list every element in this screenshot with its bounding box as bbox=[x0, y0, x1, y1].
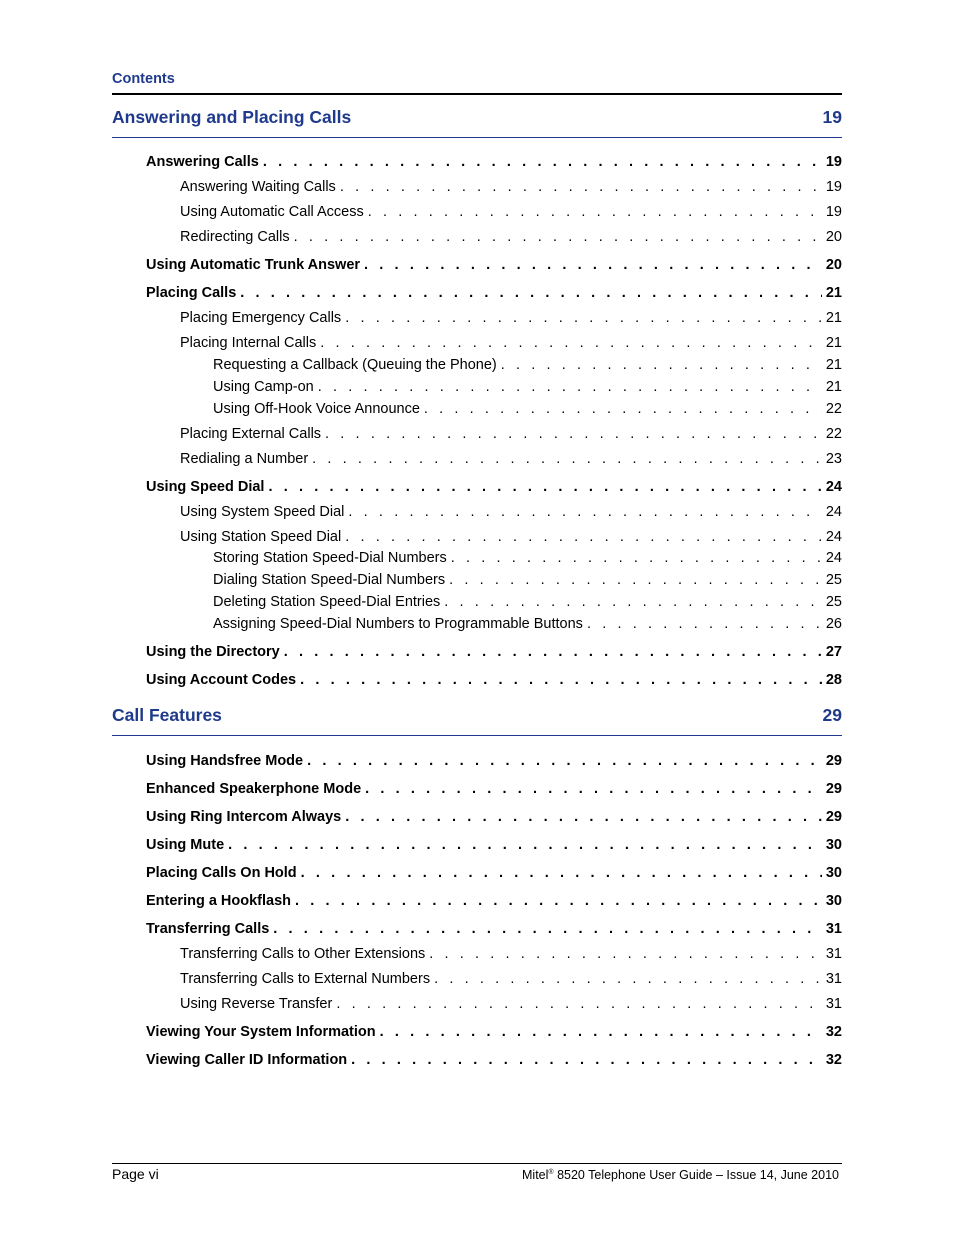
toc-entry-page: 30 bbox=[825, 865, 842, 881]
toc-entry-text: Viewing Your System Information bbox=[146, 1024, 376, 1040]
section-title: Call Features bbox=[112, 705, 222, 725]
toc-entry-page: 29 bbox=[825, 809, 842, 825]
toc-entry-page: 19 bbox=[825, 179, 842, 195]
dot-leader bbox=[444, 593, 822, 611]
toc-entry-page: 21 bbox=[825, 285, 842, 301]
dot-leader bbox=[351, 1051, 822, 1069]
toc-entry[interactable] bbox=[213, 615, 842, 633]
toc-entry-page: 24 bbox=[825, 479, 842, 495]
document-title bbox=[522, 1168, 839, 1182]
toc-entry[interactable] bbox=[180, 425, 842, 443]
toc-entry-text: Enhanced Speakerphone Mode bbox=[146, 781, 362, 797]
section-page: 19 bbox=[822, 107, 842, 127]
dot-leader bbox=[380, 1023, 822, 1041]
toc-entry-page: 21 bbox=[825, 335, 842, 351]
section-heading[interactable] bbox=[112, 705, 842, 725]
toc-entry-page: 22 bbox=[825, 426, 842, 442]
toc-entry-page: 31 bbox=[825, 971, 842, 987]
toc-entry-page: 21 bbox=[825, 357, 842, 373]
toc-entry-text: Using the Directory bbox=[146, 644, 280, 660]
toc-entry-text: Answering Calls bbox=[146, 154, 259, 170]
dot-leader bbox=[325, 425, 822, 443]
toc-entry-text: Redialing a Number bbox=[180, 451, 309, 467]
dot-leader bbox=[263, 153, 822, 171]
dot-leader bbox=[364, 256, 822, 274]
dot-leader bbox=[345, 309, 822, 327]
toc-entry-page: 30 bbox=[825, 893, 842, 909]
toc-entry[interactable] bbox=[180, 970, 842, 988]
dot-leader bbox=[307, 752, 822, 770]
toc-entry-text: Using Ring Intercom Always bbox=[146, 809, 342, 825]
toc-entry-page: 19 bbox=[825, 204, 842, 220]
toc-entry-page: 20 bbox=[825, 257, 842, 273]
toc-entry-page: 26 bbox=[825, 616, 842, 632]
toc-entry-text: Using Handsfree Mode bbox=[146, 753, 304, 769]
toc-entry-page: 27 bbox=[825, 644, 842, 660]
toc-entry-page: 24 bbox=[825, 529, 842, 545]
toc-entry[interactable] bbox=[180, 228, 842, 246]
toc-entry[interactable] bbox=[146, 892, 842, 910]
dot-leader bbox=[424, 400, 822, 418]
toc-entry-text: Transferring Calls to Other Extensions bbox=[180, 946, 426, 962]
toc-entry-page: 31 bbox=[825, 946, 842, 962]
toc-entry[interactable] bbox=[180, 450, 842, 468]
toc-entry-text: Using Automatic Trunk Answer bbox=[146, 257, 361, 273]
dot-leader bbox=[312, 450, 822, 468]
toc-entry-text: Using System Speed Dial bbox=[180, 504, 345, 520]
toc-entry[interactable] bbox=[146, 752, 842, 770]
toc-entry-text: Placing External Calls bbox=[180, 426, 322, 442]
toc-entry-page: 25 bbox=[825, 594, 842, 610]
registered-mark: ® bbox=[548, 1168, 554, 1176]
dot-leader bbox=[365, 780, 822, 798]
toc-entry-text: Using Automatic Call Access bbox=[180, 204, 364, 220]
toc-entry-page: 31 bbox=[825, 921, 842, 937]
dot-leader bbox=[345, 808, 822, 826]
toc-entry-page: 21 bbox=[825, 310, 842, 326]
toc-entry-page: 21 bbox=[825, 379, 842, 395]
dot-leader bbox=[449, 571, 822, 589]
toc-entry[interactable] bbox=[146, 153, 842, 171]
footer-rule bbox=[112, 1163, 842, 1164]
toc-entry-text: Entering a Hookflash bbox=[146, 893, 292, 909]
toc-entry-text: Deleting Station Speed-Dial Entries bbox=[213, 594, 441, 610]
toc-entry[interactable] bbox=[180, 178, 842, 196]
document-title-text: 8520 Telephone User Guide – Issue 14, June 2010 bbox=[553, 1168, 839, 1182]
dot-leader bbox=[451, 549, 822, 567]
section-heading[interactable] bbox=[112, 107, 842, 127]
toc-entry[interactable] bbox=[146, 284, 842, 302]
section-rule bbox=[112, 137, 842, 138]
toc-entry-page: 32 bbox=[825, 1024, 842, 1040]
toc-entry[interactable] bbox=[213, 356, 842, 374]
toc-entry[interactable] bbox=[146, 1023, 842, 1041]
dot-leader bbox=[429, 945, 822, 963]
toc-entry[interactable] bbox=[213, 378, 842, 396]
toc-entry-page: 28 bbox=[825, 672, 842, 688]
dot-leader bbox=[300, 671, 822, 689]
section-page: 29 bbox=[822, 705, 842, 725]
toc-entry-page: 23 bbox=[825, 451, 842, 467]
toc-entry[interactable] bbox=[213, 593, 842, 611]
dot-leader bbox=[228, 836, 822, 854]
toc-entry-text: Using Account Codes bbox=[146, 672, 297, 688]
toc-entry[interactable] bbox=[146, 256, 842, 274]
toc-entry-text: Using Off-Hook Voice Announce bbox=[213, 401, 420, 417]
toc-entry-text: Using Mute bbox=[146, 837, 225, 853]
toc-entry[interactable] bbox=[180, 528, 842, 546]
toc-entry-text: Placing Calls bbox=[146, 285, 237, 301]
toc-entry[interactable] bbox=[146, 671, 842, 689]
dot-leader bbox=[240, 284, 822, 302]
toc-entry[interactable] bbox=[180, 309, 842, 327]
toc-entry-text: Requesting a Callback (Queuing the Phone) bbox=[213, 357, 497, 373]
page-number: Page vi bbox=[112, 1166, 159, 1182]
toc-entry[interactable] bbox=[180, 503, 842, 521]
toc-entry-page: 24 bbox=[825, 550, 842, 566]
toc-entry[interactable] bbox=[146, 920, 842, 938]
toc-entry-page: 29 bbox=[825, 781, 842, 797]
dot-leader bbox=[587, 615, 822, 633]
toc-entry-text: Placing Calls On Hold bbox=[146, 865, 297, 881]
toc-entry[interactable] bbox=[146, 836, 842, 854]
toc-entry-text: Using Reverse Transfer bbox=[180, 996, 333, 1012]
dot-leader bbox=[284, 643, 822, 661]
toc-entry[interactable] bbox=[213, 549, 842, 567]
toc-entry[interactable] bbox=[213, 571, 842, 589]
toc-entry-text: Placing Emergency Calls bbox=[180, 310, 342, 326]
toc-entry-text: Using Speed Dial bbox=[146, 479, 265, 495]
toc-entry-text: Transferring Calls to External Numbers bbox=[180, 971, 431, 987]
toc-entry-text: Assigning Speed-Dial Numbers to Programmable Buttons bbox=[213, 616, 583, 632]
toc-entry-page: 19 bbox=[825, 154, 842, 170]
toc-entry-text: Using Camp-on bbox=[213, 379, 314, 395]
header-rule bbox=[112, 93, 842, 95]
dot-leader bbox=[501, 356, 822, 374]
toc-entry-page: 31 bbox=[825, 996, 842, 1012]
brand-name: Mitel bbox=[522, 1168, 549, 1182]
toc-entry-page: 29 bbox=[825, 753, 842, 769]
dot-leader bbox=[294, 228, 822, 246]
toc-entry-page: 32 bbox=[825, 1052, 842, 1068]
dot-leader bbox=[434, 970, 822, 988]
dot-leader bbox=[301, 864, 822, 882]
section-title: Answering and Placing Calls bbox=[112, 107, 352, 127]
dot-leader bbox=[273, 920, 822, 938]
toc-entry-page: 25 bbox=[825, 572, 842, 588]
toc-entry[interactable] bbox=[146, 780, 842, 798]
dot-leader bbox=[320, 334, 822, 352]
toc-entry[interactable] bbox=[180, 995, 842, 1013]
toc-entry-page: 30 bbox=[825, 837, 842, 853]
toc-entry-text: Dialing Station Speed-Dial Numbers bbox=[213, 572, 446, 588]
dot-leader bbox=[336, 995, 822, 1013]
running-header: Contents bbox=[112, 71, 175, 87]
toc-entry-page: 24 bbox=[825, 504, 842, 520]
dot-leader bbox=[348, 503, 821, 521]
toc-entry-text: Storing Station Speed-Dial Numbers bbox=[213, 550, 447, 566]
toc-entry-text: Answering Waiting Calls bbox=[180, 179, 336, 195]
toc-entry[interactable] bbox=[146, 864, 842, 882]
dot-leader bbox=[368, 203, 822, 221]
toc-entry[interactable] bbox=[146, 478, 842, 496]
toc-entry[interactable] bbox=[146, 808, 842, 826]
dot-leader bbox=[345, 528, 822, 546]
dot-leader bbox=[295, 892, 822, 910]
dot-leader bbox=[268, 478, 821, 496]
toc-entry-text: Using Station Speed Dial bbox=[180, 529, 342, 545]
section-rule bbox=[112, 735, 842, 736]
toc-entry[interactable] bbox=[146, 1051, 842, 1069]
toc-entry[interactable] bbox=[180, 334, 842, 352]
toc-entry-page: 22 bbox=[825, 401, 842, 417]
toc-entry-text: Transferring Calls bbox=[146, 921, 270, 937]
toc-entry-text: Redirecting Calls bbox=[180, 229, 290, 245]
toc-entry[interactable] bbox=[180, 203, 842, 221]
toc-entry[interactable] bbox=[213, 400, 842, 418]
toc-entry[interactable] bbox=[180, 945, 842, 963]
toc-entry-text: Viewing Caller ID Information bbox=[146, 1052, 348, 1068]
dot-leader bbox=[340, 178, 822, 196]
toc-entry-text: Placing Internal Calls bbox=[180, 335, 317, 351]
dot-leader bbox=[318, 378, 822, 396]
toc-entry-page: 20 bbox=[825, 229, 842, 245]
toc-entry[interactable] bbox=[146, 643, 842, 661]
